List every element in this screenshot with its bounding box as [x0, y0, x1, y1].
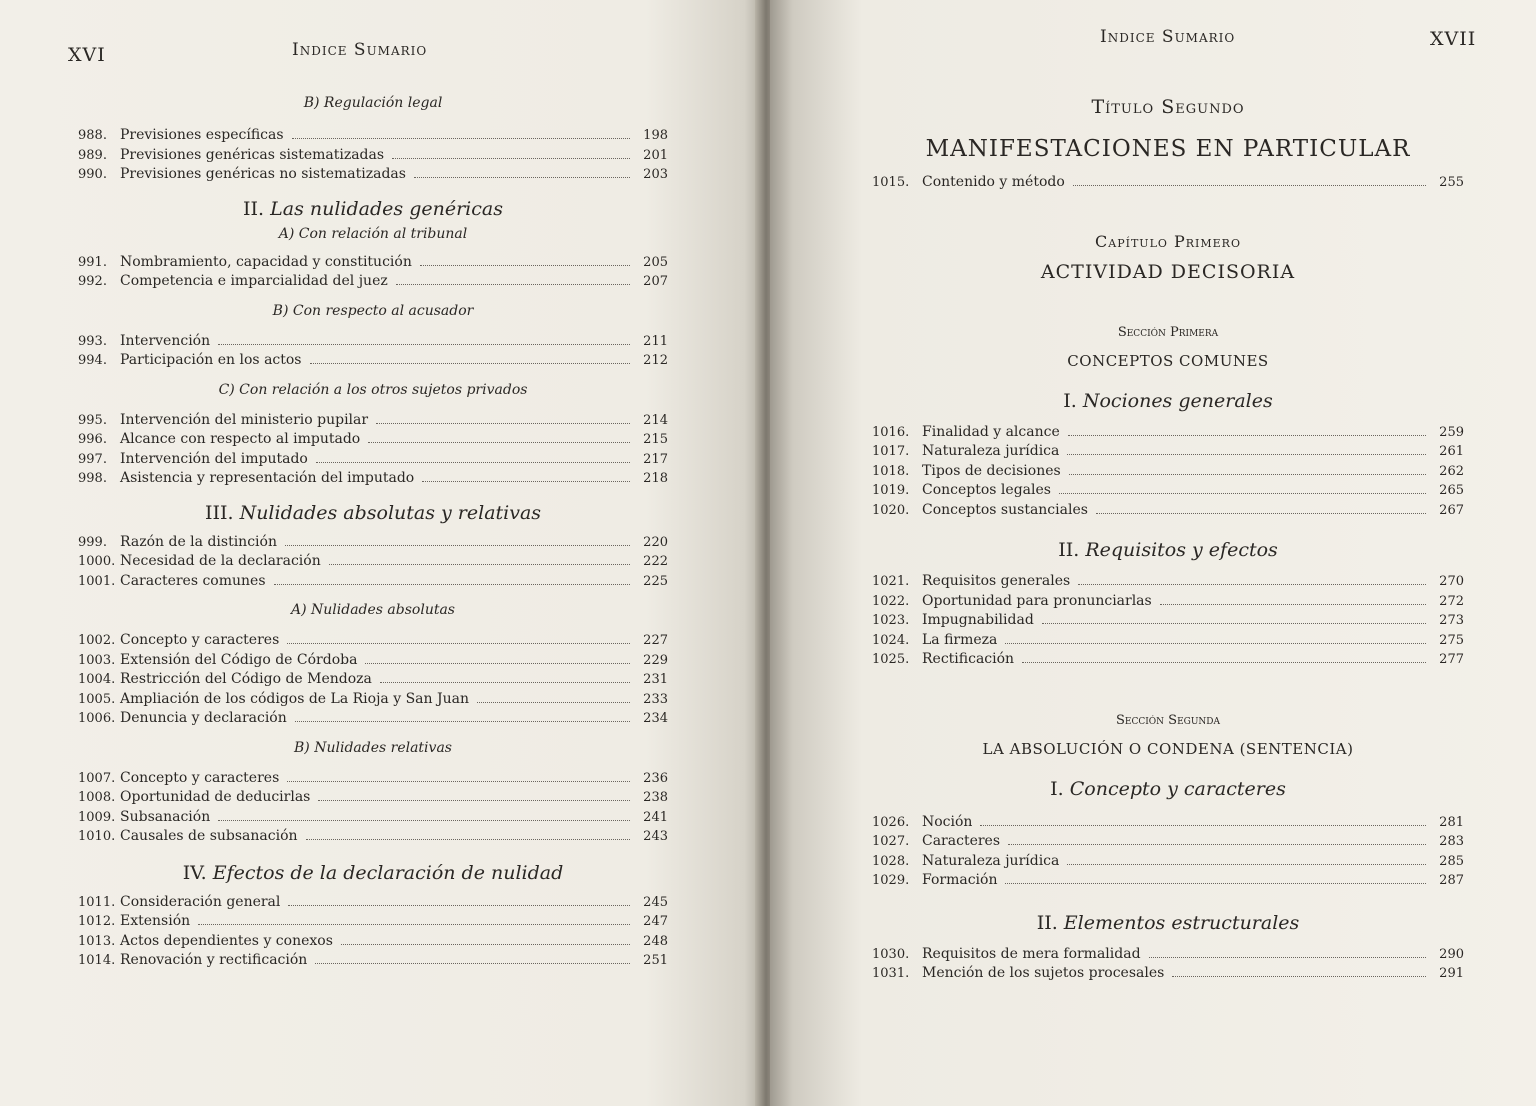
index-entry: [872, 870, 1464, 890]
entry-number: 1019.: [872, 483, 910, 498]
entry-number: 992.: [78, 274, 107, 289]
leader-dots: [422, 468, 630, 482]
entry-page: 243: [643, 829, 668, 844]
index-entry: [78, 125, 668, 145]
leader-dots: [315, 950, 630, 964]
section-number: II.: [243, 197, 265, 220]
entry-title: Oportunidad para pronunciarlas: [922, 592, 1152, 609]
entry-page: 261: [1439, 444, 1464, 459]
leader-dots: [1059, 480, 1426, 494]
entry-page: 265: [1439, 483, 1464, 498]
leader-dots: [310, 350, 631, 364]
entry-page: 229: [643, 652, 668, 668]
section-heading: [872, 778, 1464, 800]
entry-page: 220: [643, 534, 668, 550]
index-entry: [872, 172, 1464, 192]
index-entry: [78, 145, 668, 165]
entry-page: 291: [1439, 966, 1464, 981]
entry-group: [78, 630, 668, 728]
entry-page: 245: [643, 894, 668, 910]
leader-dots: [316, 449, 630, 463]
leader-dots: [1005, 630, 1426, 644]
entry-title: Conceptos legales: [922, 482, 1051, 498]
entry-page: 214: [643, 412, 668, 428]
entry-page: 285: [1439, 853, 1464, 869]
leader-dots: [218, 807, 630, 821]
section-heading: [872, 390, 1464, 412]
entry-number: 1020.: [872, 502, 910, 518]
section-number: IV.: [182, 861, 207, 884]
entry-page: 233: [643, 691, 668, 707]
index-entry: [872, 812, 1464, 832]
entry-group: [78, 125, 668, 184]
entry-page: 283: [1439, 834, 1464, 849]
entry-number: 1015.: [872, 175, 910, 190]
leader-dots: [1008, 831, 1426, 845]
entry-page: 281: [1439, 814, 1464, 830]
entry-page: 198: [643, 128, 668, 143]
entry-number: 1006.: [78, 711, 116, 726]
entry-page: 241: [643, 809, 668, 825]
index-entry: [78, 350, 668, 370]
index-entry: [78, 689, 668, 709]
entry-page: 201: [643, 147, 668, 163]
entry-title: Contenido y método: [922, 174, 1065, 190]
entry-page: 236: [643, 770, 668, 786]
entry-number: 1007.: [78, 770, 116, 786]
section-heading: [872, 539, 1464, 561]
entry-title: Previsiones genéricas sistematizadas: [120, 146, 385, 163]
entry-number: 1002.: [78, 633, 116, 648]
index-entry: [872, 851, 1464, 871]
subsection-heading: B) Con respecto al acusador: [272, 302, 474, 319]
index-entry: [78, 807, 668, 827]
entry-page: 207: [643, 274, 668, 289]
index-entry: [872, 422, 1464, 442]
index-entry: [78, 551, 668, 571]
entry-page: 211: [643, 333, 668, 349]
entry-number: 1022.: [872, 593, 910, 609]
leader-dots: [1078, 571, 1426, 585]
entry-page: 248: [643, 933, 668, 949]
entry-title: Naturaleza jurídica: [922, 852, 1060, 869]
entry-title: Impugnabilidad: [922, 612, 1034, 628]
leader-dots: [274, 571, 630, 585]
entry-title: Concepto y caracteres: [120, 769, 280, 786]
leader-dots: [288, 892, 630, 906]
entry-group: [78, 532, 668, 591]
leader-dots: [980, 812, 1426, 826]
index-entry: [872, 591, 1464, 611]
entry-page: 287: [1439, 873, 1464, 888]
entry-number: 1011.: [78, 894, 116, 910]
entry-title: Restricción del Código de Mendoza: [120, 671, 372, 687]
entry-number: 1009.: [78, 809, 116, 825]
entry-number: 1026.: [872, 814, 910, 830]
index-entry: [78, 571, 668, 591]
leader-dots: [1073, 172, 1426, 186]
part-title: MANIFESTACIONES EN PARTICULAR: [925, 136, 1411, 162]
entry-title: Subsanación: [120, 808, 211, 825]
entry-number: 1001.: [78, 573, 116, 589]
section-title: Requisitos y efectos: [1085, 539, 1278, 561]
entry-number: 1004.: [78, 672, 116, 687]
entry-number: 991.: [78, 254, 107, 270]
section-title: Nulidades absolutas y relativas: [239, 501, 542, 524]
entry-page: 212: [643, 353, 668, 368]
section-heading: [78, 198, 668, 220]
entry-group: [78, 768, 668, 846]
section-name: LA ABSOLUCIÓN O CONDENA (SENTENCIA): [982, 739, 1354, 758]
leader-dots: [287, 630, 630, 644]
index-entry: [78, 532, 668, 552]
entry-page: 205: [643, 254, 668, 270]
index-entry: [78, 931, 668, 951]
entry-number: 1005.: [78, 691, 116, 707]
left-index: [78, 95, 668, 970]
entry-number: 1024.: [872, 632, 910, 648]
entry-number: 1008.: [78, 790, 116, 805]
leader-dots: [365, 650, 630, 664]
leader-dots: [295, 708, 630, 722]
entry-page: 247: [643, 914, 668, 929]
leader-dots: [198, 911, 630, 925]
section-label: Sección Primera: [1117, 324, 1219, 340]
leader-dots: [376, 410, 630, 424]
entry-number: 988.: [78, 128, 107, 143]
leader-dots: [306, 826, 630, 840]
entry-group: [78, 252, 668, 291]
index-entry: [872, 963, 1464, 983]
chapter-title: ACTIVIDAD DECISORIA: [1040, 260, 1296, 283]
leader-dots: [1022, 649, 1426, 663]
entry-title: Conceptos sustanciales: [922, 501, 1088, 518]
entry-title: Asistencia y representación del imputado: [120, 470, 415, 486]
entry-title: Rectificación: [922, 651, 1015, 667]
leader-dots: [318, 787, 630, 801]
entry-number: 995.: [78, 412, 107, 428]
leader-dots: [1160, 591, 1426, 605]
entry-title: Naturaleza jurídica: [922, 443, 1060, 459]
leader-dots: [396, 271, 630, 285]
entry-number: 990.: [78, 167, 107, 182]
entry-number: 1013.: [78, 933, 116, 949]
section-heading: [78, 502, 668, 524]
entry-number: 1031.: [872, 966, 910, 981]
index-entry: [78, 768, 668, 788]
entry-page: 238: [643, 790, 668, 805]
entry-page: 270: [1439, 574, 1464, 589]
leader-dots: [218, 331, 630, 345]
entry-title: Caracteres comunes: [120, 572, 266, 589]
index-entry: [872, 831, 1464, 851]
entry-number: 1014.: [78, 953, 116, 968]
index-entry: [78, 331, 668, 351]
entry-title: Noción: [922, 813, 973, 830]
entry-title: Finalidad y alcance: [922, 423, 1060, 440]
entry-title: Previsiones genéricas no sistematizadas: [120, 166, 406, 182]
section-number: I.: [1050, 777, 1064, 800]
entry-title: Requisitos de mera formalidad: [922, 945, 1141, 962]
left-page: [0, 0, 760, 1106]
entry-number: 998.: [78, 471, 107, 486]
entry-number: 996.: [78, 432, 107, 447]
entry-number: 999.: [78, 534, 107, 550]
entry-title: Renovación y rectificación: [120, 952, 308, 968]
subsection-heading: B) Regulación legal: [303, 95, 443, 111]
entry-page: 255: [1439, 175, 1464, 190]
entry-title: Intervención: [120, 332, 211, 349]
leader-dots: [414, 164, 630, 178]
leader-dots: [292, 125, 630, 139]
leader-dots: [477, 689, 630, 703]
entry-number: 1021.: [872, 574, 910, 589]
entry-title: Alcance con respecto al imputado: [120, 431, 361, 447]
index-entry: [872, 649, 1464, 669]
entry-title: La firmeza: [922, 631, 998, 648]
entry-number: 994.: [78, 353, 107, 368]
leader-dots: [392, 145, 630, 159]
index-entry: [78, 708, 668, 728]
entry-number: 997.: [78, 451, 107, 467]
running-head: Indice Sumario: [292, 40, 428, 60]
page-number: XVII: [1430, 28, 1477, 50]
entry-number: 1023.: [872, 613, 910, 628]
entry-number: 1018.: [872, 463, 910, 479]
entry-title: Previsiones específicas: [120, 127, 284, 143]
entry-page: 215: [643, 432, 668, 447]
entry-number: 1025.: [872, 652, 910, 667]
entry-title: Razón de la distinción: [120, 533, 277, 550]
section-title: Nociones generales: [1082, 389, 1273, 412]
entry-title: Tipos de decisiones: [922, 462, 1061, 479]
entry-page: 218: [643, 471, 668, 486]
entry-page: 267: [1439, 502, 1464, 518]
leader-dots: [1042, 610, 1426, 624]
leader-dots: [285, 532, 630, 546]
entry-page: 203: [643, 167, 668, 182]
section-number: I.: [1063, 389, 1077, 412]
index-entry: [78, 468, 668, 488]
index-entry: [872, 571, 1464, 591]
index-entry: [78, 787, 668, 807]
leader-dots: [287, 768, 630, 782]
subsection-heading: B) Nulidades relativas: [294, 739, 452, 756]
subsection-heading: C) Con relación a los otros sujetos privados: [218, 381, 528, 398]
entry-page: 277: [1439, 652, 1464, 667]
index-entry: [872, 461, 1464, 481]
entry-group: [872, 172, 1464, 192]
entry-title: Ampliación de los códigos de La Rioja y San Juan: [120, 690, 469, 707]
index-entry: [78, 650, 668, 670]
section-title: Las nulidades genéricas: [270, 197, 503, 220]
section-number: II.: [1036, 911, 1058, 934]
index-entry: [78, 892, 668, 912]
entry-group: [872, 422, 1464, 520]
entry-page: 231: [643, 672, 668, 687]
leader-dots: [368, 429, 630, 443]
section-number: II.: [1058, 539, 1080, 561]
section-title: Elementos estructurales: [1063, 911, 1300, 934]
index-entry: [78, 449, 668, 469]
right-index: [872, 92, 1464, 983]
running-head: Indice Sumario: [1100, 27, 1236, 47]
entry-title: Participación en los actos: [120, 352, 302, 368]
entry-page: 275: [1439, 632, 1464, 648]
entry-title: Nombramiento, capacidad y constitución: [120, 253, 412, 270]
section-heading: [872, 912, 1464, 934]
index-entry: [78, 911, 668, 931]
entry-title: Extensión del Código de Córdoba: [120, 651, 358, 668]
entry-title: Denuncia y declaración: [120, 710, 287, 726]
leader-dots: [1069, 461, 1426, 475]
entry-number: 993.: [78, 333, 107, 349]
index-entry: [78, 630, 668, 650]
entry-number: 1010.: [78, 829, 116, 844]
entry-number: 1016.: [872, 424, 910, 440]
leader-dots: [1149, 944, 1426, 958]
subsection-heading: A) Con relación al tribunal: [278, 225, 468, 242]
entry-title: Mención de los sujetos procesales: [922, 965, 1165, 981]
entry-title: Consideración general: [120, 893, 281, 910]
entry-group: [78, 892, 668, 970]
chapter-label: Capítulo Primero: [1095, 231, 1241, 251]
entry-title: Oportunidad de deducirlas: [120, 789, 311, 805]
entry-page: 262: [1439, 463, 1464, 479]
entry-title: Requisitos generales: [922, 573, 1071, 589]
entry-title: Extensión: [120, 913, 191, 929]
entry-page: 273: [1439, 613, 1464, 628]
entry-group: [872, 812, 1464, 890]
entry-title: Caracteres: [922, 833, 1001, 849]
leader-dots: [341, 931, 630, 945]
index-entry: [78, 164, 668, 184]
index-entry: [872, 441, 1464, 461]
entry-number: 1029.: [872, 873, 910, 888]
subsection-heading: A) Nulidades absolutas: [290, 602, 455, 618]
entry-page: 290: [1439, 946, 1464, 962]
index-entry: [872, 610, 1464, 630]
entry-title: Formación: [922, 872, 998, 888]
section-name: CONCEPTOS COMUNES: [1067, 351, 1269, 370]
index-entry: [78, 826, 668, 846]
entry-number: 1030.: [872, 946, 910, 962]
entry-title: Actos dependientes y conexos: [120, 932, 333, 949]
leader-dots: [420, 252, 630, 266]
section-title: Efectos de la declaración de nulidad: [212, 861, 564, 884]
entry-number: 1003.: [78, 652, 116, 668]
leader-dots: [1172, 963, 1426, 977]
entry-number: 1028.: [872, 853, 910, 869]
entry-number: 1012.: [78, 914, 116, 929]
entry-page: 251: [643, 953, 668, 968]
section-label: Sección Segunda: [1115, 712, 1221, 728]
entry-group: [78, 331, 668, 370]
leader-dots: [1005, 870, 1426, 884]
index-entry: [78, 950, 668, 970]
section-title: Concepto y caracteres: [1069, 777, 1286, 800]
entry-page: 234: [643, 711, 668, 726]
entry-title: Necesidad de la declaración: [120, 553, 321, 569]
entry-title: Concepto y caracteres: [120, 632, 280, 648]
entry-number: 1027.: [872, 834, 910, 849]
index-entry: [872, 500, 1464, 520]
index-entry: [78, 669, 668, 689]
entry-title: Intervención del imputado: [120, 450, 308, 467]
entry-group: [872, 571, 1464, 669]
section-number: III.: [204, 501, 234, 524]
index-entry: [78, 429, 668, 449]
entry-page: 222: [643, 554, 668, 569]
page-number: XVI: [68, 44, 106, 66]
entry-page: 259: [1439, 424, 1464, 440]
entry-page: 225: [643, 573, 668, 589]
entry-title: Competencia e imparcialidad del juez: [120, 273, 388, 289]
entry-number: 1017.: [872, 444, 910, 459]
entry-group: [872, 944, 1464, 983]
entry-page: 217: [643, 451, 668, 467]
index-entry: [872, 480, 1464, 500]
entry-number: 1000.: [78, 554, 116, 569]
index-entry: [872, 944, 1464, 964]
entry-group: [78, 410, 668, 488]
index-entry: [78, 252, 668, 272]
entry-number: 989.: [78, 147, 107, 163]
entry-title: Causales de subsanación: [120, 828, 298, 844]
leader-dots: [1096, 500, 1426, 514]
leader-dots: [1068, 422, 1426, 436]
entry-title: Intervención del ministerio pupilar: [120, 411, 369, 428]
entry-page: 272: [1439, 593, 1464, 609]
section-heading: [78, 862, 668, 884]
leader-dots: [380, 669, 630, 683]
index-entry: [78, 271, 668, 291]
part-label: Título Segundo: [1091, 96, 1245, 118]
index-entry: [872, 630, 1464, 650]
right-page: [770, 0, 1536, 1106]
leader-dots: [1067, 441, 1426, 455]
leader-dots: [1067, 851, 1426, 865]
leader-dots: [329, 551, 630, 565]
entry-page: 227: [643, 633, 668, 648]
index-entry: [78, 410, 668, 430]
